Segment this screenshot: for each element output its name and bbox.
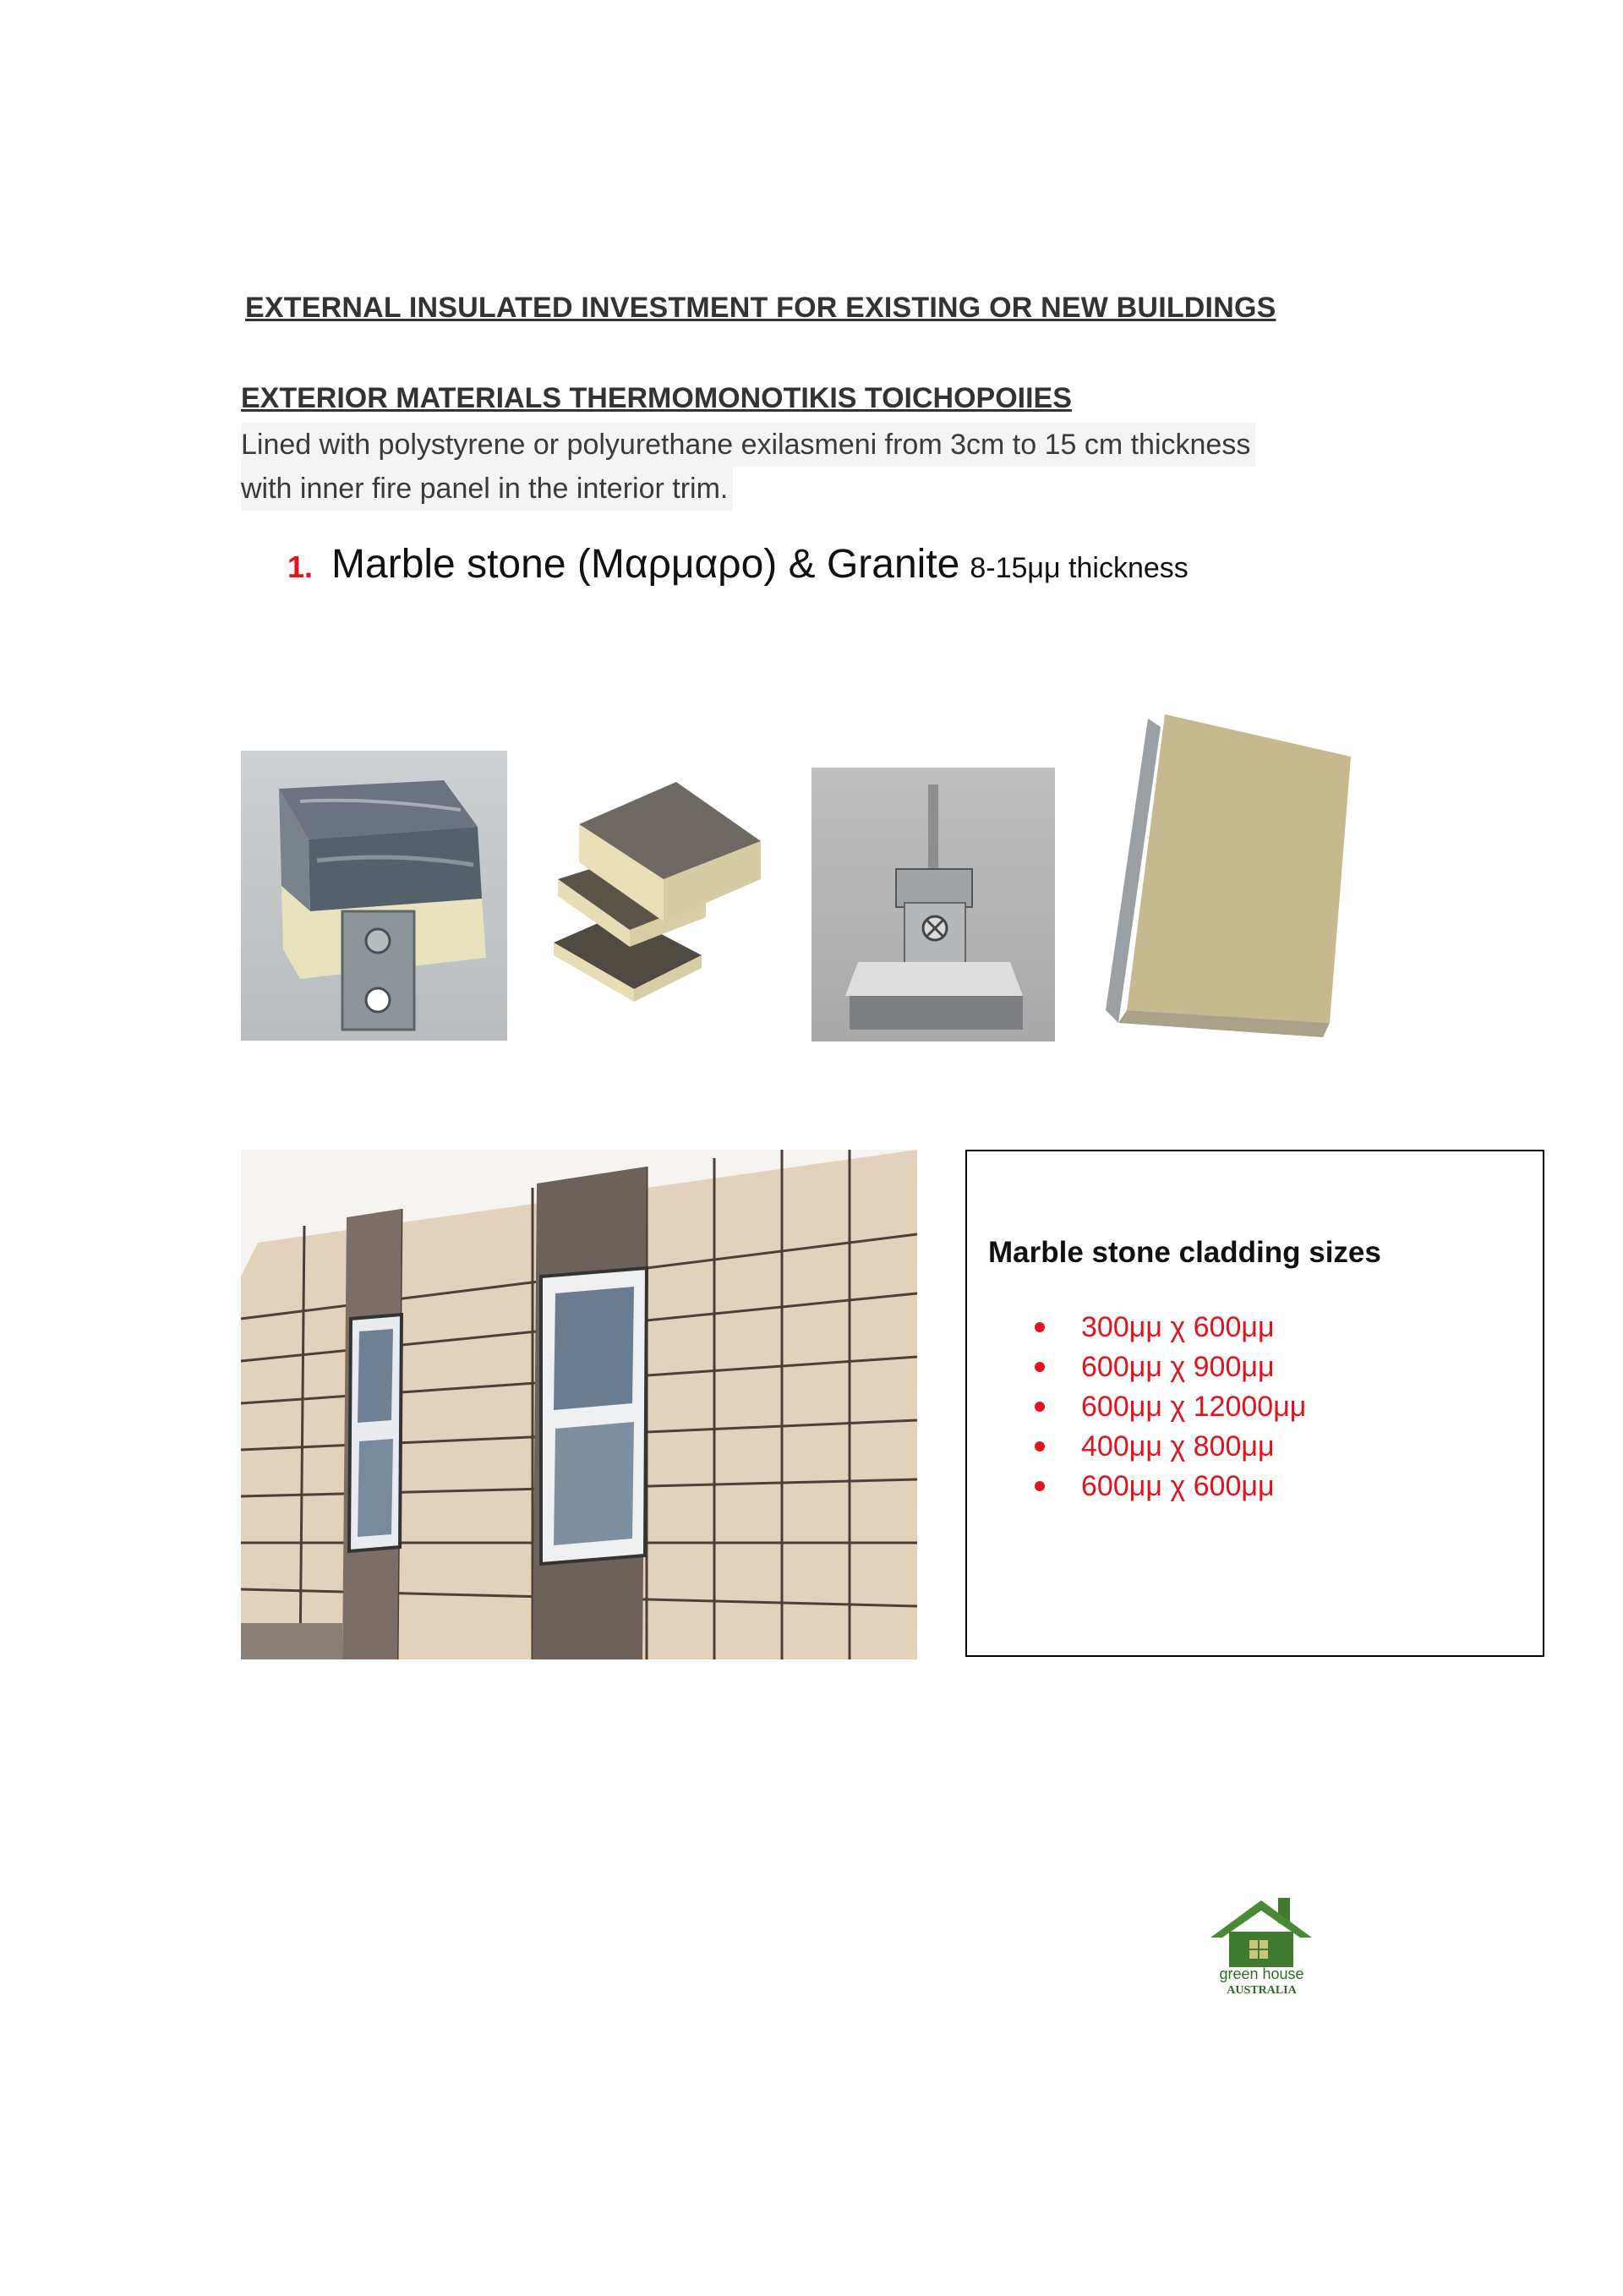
size-text: 600μμ χ 12000μμ bbox=[1081, 1391, 1307, 1423]
photo-anchor-fixing bbox=[812, 768, 1055, 1041]
item-detail-text: 8-15μμ thickness bbox=[970, 552, 1189, 584]
item-number: 1. bbox=[287, 549, 314, 584]
bullet-icon bbox=[1035, 1481, 1045, 1491]
bullet-icon bbox=[1035, 1322, 1045, 1332]
size-text: 600μμ χ 900μμ bbox=[1081, 1351, 1275, 1383]
list-item bbox=[1035, 1387, 1306, 1427]
list-item bbox=[1035, 1427, 1306, 1467]
logo-text-line2: AUSTRALIA bbox=[1227, 1984, 1297, 1997]
bullet-icon bbox=[1035, 1402, 1045, 1412]
cladding-sizes-box bbox=[965, 1150, 1544, 1657]
photo-leaning-panels bbox=[1101, 706, 1355, 1040]
photo-stacked-panels bbox=[549, 765, 769, 1006]
photo-panel-with-bracket bbox=[241, 751, 507, 1041]
item-main-text: Marble stone (Μαρμαρο) & Granite bbox=[331, 542, 960, 587]
item-heading bbox=[287, 541, 1189, 588]
size-text: 300μμ χ 600μμ bbox=[1081, 1311, 1275, 1343]
size-text: 600μμ χ 600μμ bbox=[1081, 1470, 1275, 1502]
cladding-sizes-title: Marble stone cladding sizes bbox=[988, 1236, 1381, 1269]
document-title: EXTERNAL INSULATED INVESTMENT FOR EXISTING OR NEW BUILDINGS bbox=[245, 292, 1276, 324]
section-heading: EXTERIOR MATERIALS THERMOMONOTIKIS TOICHOPOIIES bbox=[241, 382, 1072, 414]
description-line-1: Lined with polystyrene or polyurethane exilasmeni from 3cm to 15 cm thickness bbox=[241, 423, 1255, 467]
list-item bbox=[1035, 1348, 1306, 1387]
photo-building-facade bbox=[241, 1150, 917, 1659]
bullet-icon bbox=[1035, 1441, 1045, 1451]
list-item bbox=[1035, 1308, 1306, 1348]
size-text: 400μμ χ 800μμ bbox=[1081, 1430, 1275, 1462]
cladding-sizes-list bbox=[1035, 1308, 1306, 1506]
description bbox=[241, 423, 1255, 511]
bullet-icon bbox=[1035, 1362, 1045, 1372]
description-line-2: with inner fire panel in the interior trim. bbox=[241, 467, 733, 511]
logo-text-line1: green house bbox=[1219, 1965, 1304, 1982]
list-item bbox=[1035, 1467, 1306, 1506]
